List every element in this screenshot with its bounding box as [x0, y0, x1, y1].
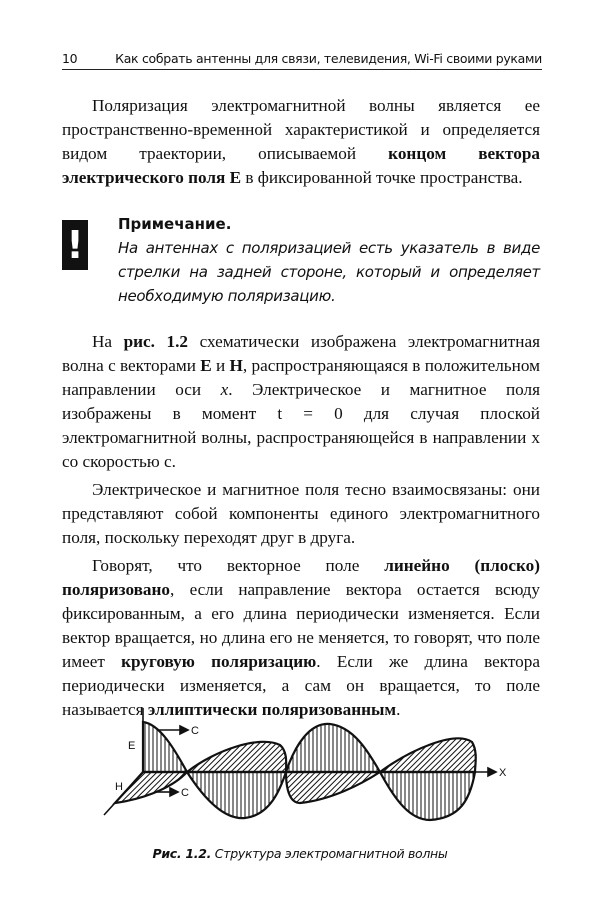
note-title: Примечание.: [118, 215, 232, 233]
book-title: Как собрать антенны для связи, телевидения, Wi-Fi своими руками: [115, 51, 542, 66]
text: , если направление вектора остается всюду фиксированным, а его длина периодически изменяется. Если вектор вращается, но длина его не меняется, то говорят, что поле имеет: [62, 580, 540, 671]
caption-number: Рис. 1.2.: [152, 846, 212, 861]
text: На: [92, 332, 124, 351]
text: Поляризация электромагнитной волны является ее пространственно-временной характеристикой и определяется видом траектории, описываемой: [62, 96, 540, 163]
note-box: [62, 212, 540, 308]
h-wave-lobe: [187, 742, 286, 772]
italic-term: x: [220, 380, 229, 399]
exclamation-icon: !: [62, 220, 88, 270]
wave-figure: [0, 690, 600, 840]
text: .: [396, 700, 401, 719]
text: Говорят, что векторное поле: [92, 556, 385, 575]
page-number: 10: [62, 51, 78, 66]
e-label: E: [128, 740, 136, 752]
text: в фиксированной точке пространства.: [241, 168, 523, 187]
text: схематически изображена электромагнитная волна с векторами: [62, 332, 540, 375]
e-wave-lobe: [380, 772, 475, 820]
bold-term: линейно (плоско) поляризовано: [62, 556, 540, 599]
text-column: [62, 94, 540, 722]
bold-term: концом вектора электрического поля E: [62, 144, 540, 187]
bold-term: круговую поляризацию: [121, 652, 317, 671]
x-label: X: [499, 767, 507, 779]
h-wave-lobe: [115, 772, 187, 803]
paragraph-figure-description: [62, 330, 540, 474]
paragraph-fields-related: Электрическое и магнитное поля тесно взаимосвязаны: они представляют собой компоненты единого электромагнитного поля, поскольку переходят друг в друга.: [62, 480, 540, 547]
text: . Если же длина вектора периодически изменяется, а сам он вращается, то поле называется: [62, 652, 540, 719]
figure-caption: [0, 846, 600, 861]
e-wave-lobe: [286, 724, 380, 772]
note-text: На антеннах с поляризацией есть указатель в виде стрелки на задней стороне, который и определяет необходимую поляризацию.: [118, 239, 540, 305]
caption-text: Структура электромагнитной волны: [214, 846, 448, 861]
bold-term: эллиптически поляризованным: [147, 700, 397, 719]
x-arrow-icon: [488, 768, 496, 776]
running-header: [62, 44, 542, 70]
h-wave-lobe: [286, 772, 380, 803]
h-label: H: [115, 781, 123, 793]
bold-term: H: [229, 356, 243, 375]
c-arrow-top-head-icon: [180, 726, 188, 734]
c-label-top: C: [191, 725, 199, 737]
bold-term: E: [200, 356, 212, 375]
paragraph-polarization: [62, 94, 540, 190]
text: , распространяющаяся в положительном направлении оси: [62, 356, 540, 399]
text: и: [211, 356, 230, 375]
text: . Электрическое и магнитное поля изображены в момент t = 0 для случая плоской электромагнитной волны, распространяющейся в направлении x со скоростью c.: [62, 380, 541, 471]
c-arrow-bottom-head-icon: [170, 788, 178, 796]
c-label-bottom: C: [181, 787, 189, 799]
e-wave-lobe: [187, 772, 286, 818]
bold-term: рис. 1.2: [123, 332, 189, 351]
h-wave-lobe: [380, 738, 476, 772]
